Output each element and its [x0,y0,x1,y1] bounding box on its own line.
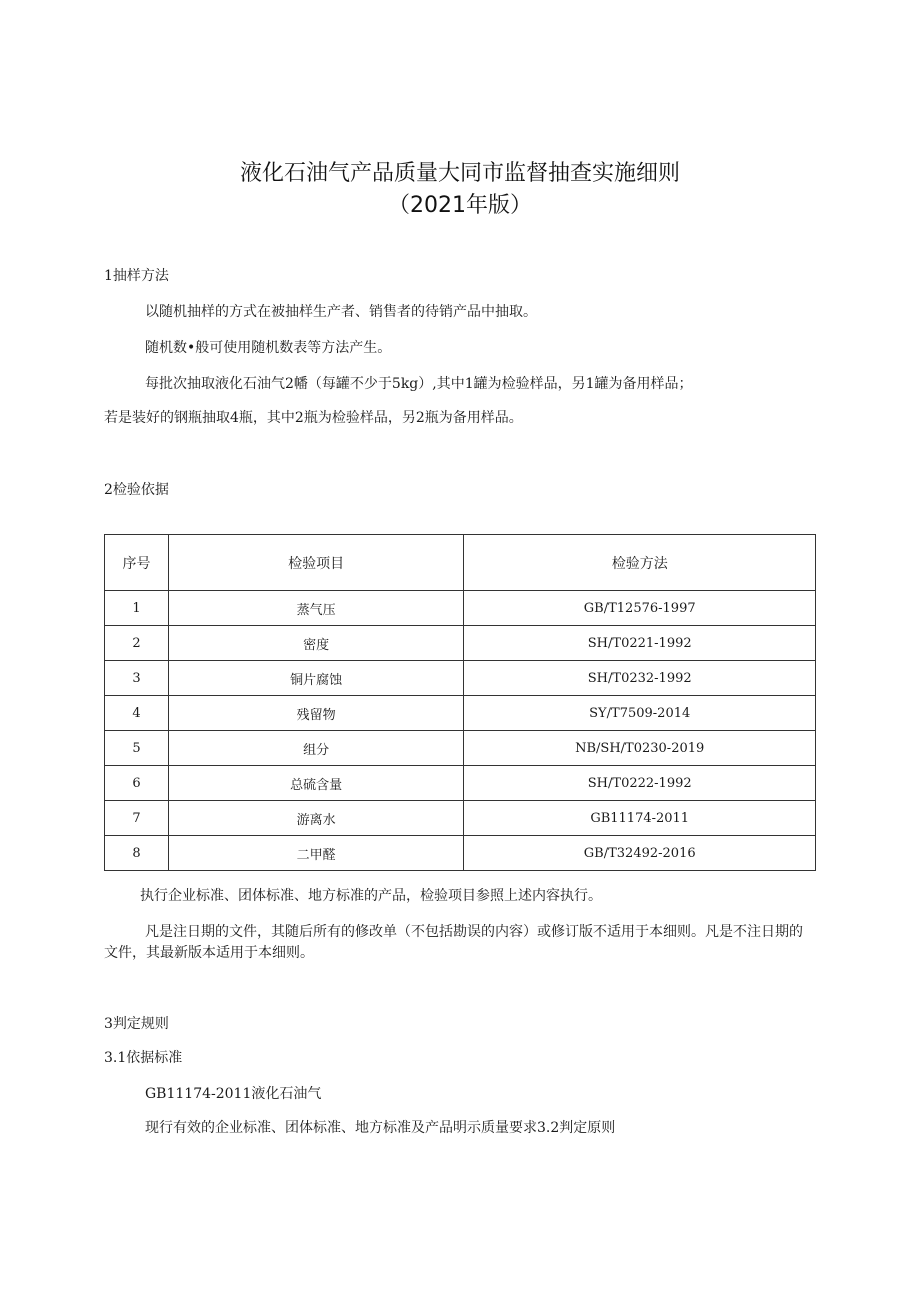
row-method: SH/T0222-1992 [464,766,816,801]
row-index: 7 [105,801,169,836]
section-2-note-2: 凡是注日期的文件，其随后所有的修改单（不包括勘误的内容）或修订版不适用于本细则。凡是不注日期的文件，其最新版本适用于本细则。 [104,924,803,961]
table-row [105,626,816,661]
row-index: 6 [105,766,169,801]
row-item: 游离水 [168,801,464,836]
document-subtitle: （2021年版） [388,193,532,218]
row-method: GB/T12576-1997 [464,591,816,626]
table-row [105,661,816,696]
section-3-heading: 3判定规则 [104,1016,169,1032]
row-method: NB/SH/T0230-2019 [464,731,816,766]
section-3-1-heading: 3.1依据标准 [104,1050,183,1066]
row-method: SY/T7509-2014 [464,696,816,731]
section-1-heading: 1抽样方法 [104,268,169,284]
row-method: SH/T0232-1992 [464,661,816,696]
row-method: SH/T0221-1992 [464,626,816,661]
header-index: 序号 [105,535,169,591]
table-row [105,801,816,836]
row-index: 3 [105,661,169,696]
row-method: GB/T32492-2016 [464,836,816,871]
row-item: 蒸气压 [168,591,464,626]
inspection-table [104,534,816,871]
section-1-paragraph-3: 每批次抽取液化石油气2幡（每罐不少于5kg）,其中1罐为检验样品，另1罐为备用样品； [145,376,693,392]
row-item: 密度 [168,626,464,661]
row-index: 2 [105,626,169,661]
document-title: 液化石油气产品质量大同市监督抽查实施细则 [239,161,680,186]
table-header-row [105,535,816,591]
row-index: 4 [105,696,169,731]
table-row [105,731,816,766]
section-1-paragraph-4: 若是装好的钢瓶抽取4瓶，其中2瓶为检验样品，另2瓶为备用样品。 [104,410,523,426]
table-row [105,836,816,871]
section-1-paragraph-2: 随机数•般可使用随机数表等方法产生。 [145,340,392,356]
header-method: 检验方法 [464,535,816,591]
section-3-1-paragraph-2: 现行有效的企业标准、团体标准、地方标准及产品明示质量要求3.2判定原则 [145,1120,616,1136]
section-2-heading: 2检验依据 [104,482,169,498]
table-row [105,696,816,731]
row-item: 总硫含量 [168,766,464,801]
row-index: 1 [105,591,169,626]
row-index: 8 [105,836,169,871]
row-item: 残留物 [168,696,464,731]
row-method: GB11174-2011 [464,801,816,836]
table-row [105,591,816,626]
row-item: 组分 [168,731,464,766]
row-item: 铜片腐蚀 [168,661,464,696]
section-3-1-paragraph-1: GB11174-2011液化石油气 [145,1086,322,1102]
row-item: 二甲醛 [168,836,464,871]
header-item: 检验项目 [168,535,464,591]
row-index: 5 [105,731,169,766]
section-2-note-1: 执行企业标准、团体标准、地方标准的产品，检验项目参照上述内容执行。 [140,888,602,904]
table-row [105,766,816,801]
section-1-paragraph-1: 以随机抽样的方式在被抽样生产者、销售者的待销产品中抽取。 [145,304,537,320]
